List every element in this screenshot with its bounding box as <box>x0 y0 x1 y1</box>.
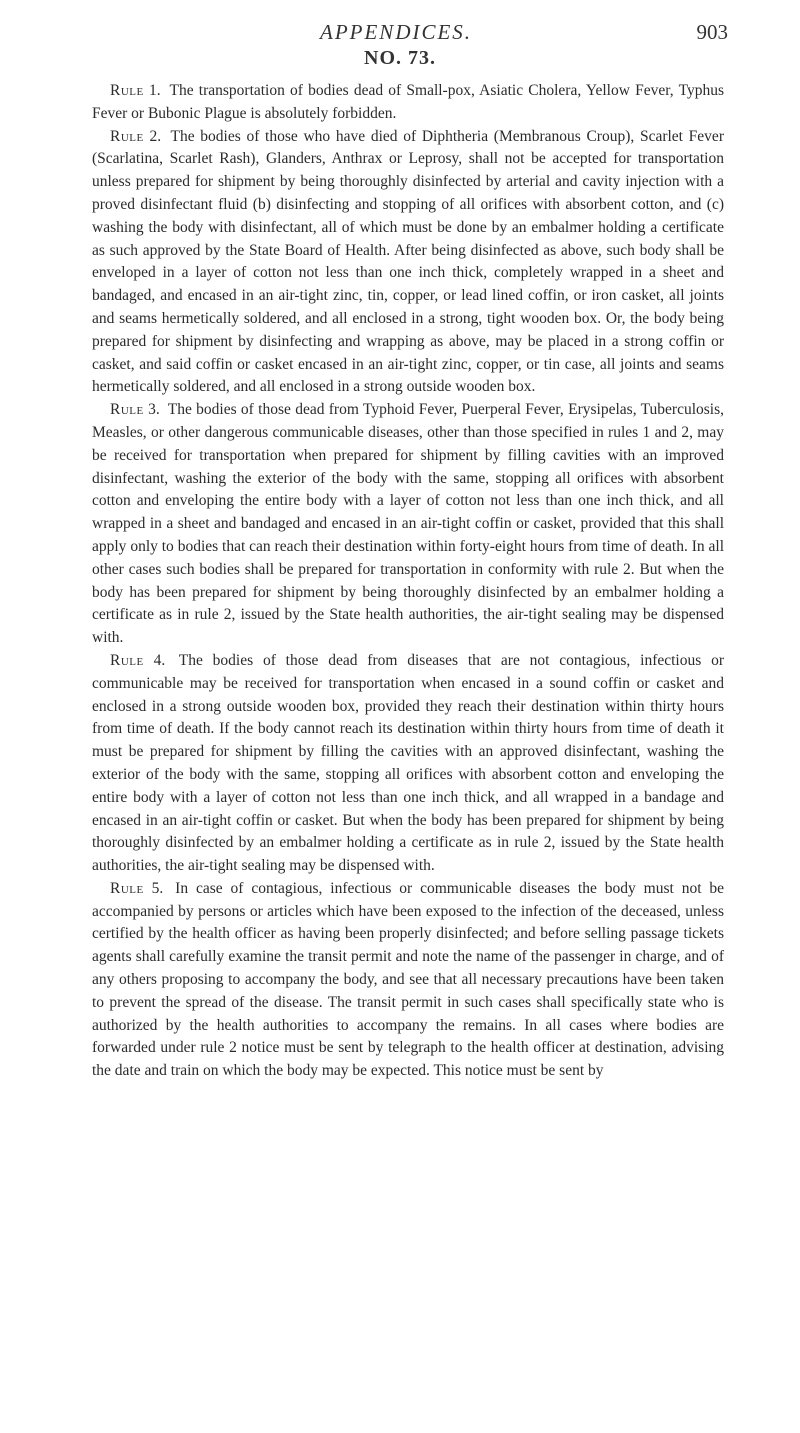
rule-label: Rule <box>110 879 144 897</box>
rule-1 <box>92 80 724 126</box>
rule-3 <box>92 399 724 650</box>
rule-text: The bodies of those who have died of Diphtheria (Membranous Croup), Scarlet Fever (Scarlatina, Scarlet Rash), Glanders, Anthrax or Leprosy, shall not be accepted for transportation unless prepared for shipment by being thoroughly disinfected by arterial and cavity injection with a proved disinfectant fluid (b) disinfecting and stopping of all orifices with absorbent cotton, and (c) washing the body with disinfectant, all of which must be done by an embalmer holding a certificate as such approved by the State Board of Health. After being disinfected as above, such body shall be enveloped in a layer of cotton not less than one inch thick, completely wrapped in a sheet and bandaged, and encased in an air-tight zinc, tin, copper, or lead lined coffin, or iron casket, all joints and seams hermetically soldered, and all enclosed in a strong, tight wooden box. Or, the body being prepared for shipment by disinfecting and wrapping as above, may be placed in a strong coffin or casket, and said coffin or casket encased in an air-tight zinc, copper, or tin case, all joints and seams hermetically soldered, and all enclosed in a strong outside wooden box. <box>92 127 724 396</box>
rule-text: The transportation of bodies dead of Small-pox, Asiatic Cholera, Yellow Fever, Typhus Fever or Bubonic Plague is absolutely forbidden. <box>92 82 724 122</box>
rule-text: The bodies of those dead from diseases that are not contagious, infectious or communicable may be received for transportation when encased in a sound coffin or casket and enclosed in a strong outside wooden box, provided they reach their destination within thirty hours from time of death. If the body cannot reach its destination within thirty hours from time of death it must be prepared for shipment by filling the cavities with an approved disinfectant, washing the exterior of the body with the same, stopping all orifices with absorbent cotton and enveloping the entire body with a layer of cotton not less than one inch thick, and all wrapped in a bandage and encased in an air-tight coffin or casket. But when the body has been prepared for shipment by being thoroughly disinfected by an embalmer holding a certificate as in rule 2, issued by the State health authorities, the air-tight sealing may be dispensed with. <box>92 651 724 875</box>
rule-number: 5. <box>151 879 164 897</box>
rule-number: 4. <box>153 651 166 669</box>
rule-label: Rule <box>110 82 144 99</box>
rule-4 <box>92 650 724 878</box>
rule-number: 2. <box>149 127 162 145</box>
running-head: APPENDICES. <box>320 20 473 44</box>
rule-text: The bodies of those dead from Typhoid Fever, Puerperal Fever, Erysipelas, Tuberculosis, Measles, or other dangerous communicable diseases, other than those specified in rules 1 and 2, may be received for transportation when prepared for shipment by filling cavities with an improved disinfectant, washing the exterior of the body with the same, stopping all orifices with absorbent cotton and enveloping the entire body with a layer of cotton not less than one inch thick, and all wrapped in a sheet and bandaged and encased in an air-tight coffin or casket, provided that this shall apply only to bodies that can reach their destination within forty-eight hours from time of death. In all other cases such bodies shall be prepared for transportation in conformity with rule 2. But when the body has been prepared for shipment by being thoroughly disinfected by an embalmer holding a certificate as in rule 2, issued by the State health authorities, the air-tight sealing may be dispensed with. <box>92 401 724 647</box>
document-body <box>92 80 724 1083</box>
rule-number: 1. <box>148 82 161 99</box>
section-title: NO. 73. <box>364 47 436 69</box>
rule-label: Rule <box>110 651 144 669</box>
rule-number: 3. <box>148 401 160 419</box>
rule-label: Rule <box>110 127 144 145</box>
page-number: 903 <box>696 20 728 44</box>
rule-5 <box>92 878 724 1083</box>
rule-2 <box>92 126 724 400</box>
rule-label: Rule <box>110 401 144 419</box>
rule-text: In case of contagious, infectious or communicable diseases the body must not be accompanied by persons or articles which have been exposed to the infection of the deceased, unless certified by the health officer as having been properly disinfected; and before selling passage tickets agents shall carefully examine the transit permit and note the name of the passenger in charge, and of any others proposing to accompany the body, and see that all necessary precautions have been taken to prevent the spread of the disease. The transit permit in such cases shall specifically state who is authorized by the health authorities to accompany the remains. In all cases where bodies are forwarded under rule 2 notice must be sent by telegraph to the health officer at destination, advising the date and train on which the body may be expected. This notice must be sent by <box>92 879 725 1080</box>
